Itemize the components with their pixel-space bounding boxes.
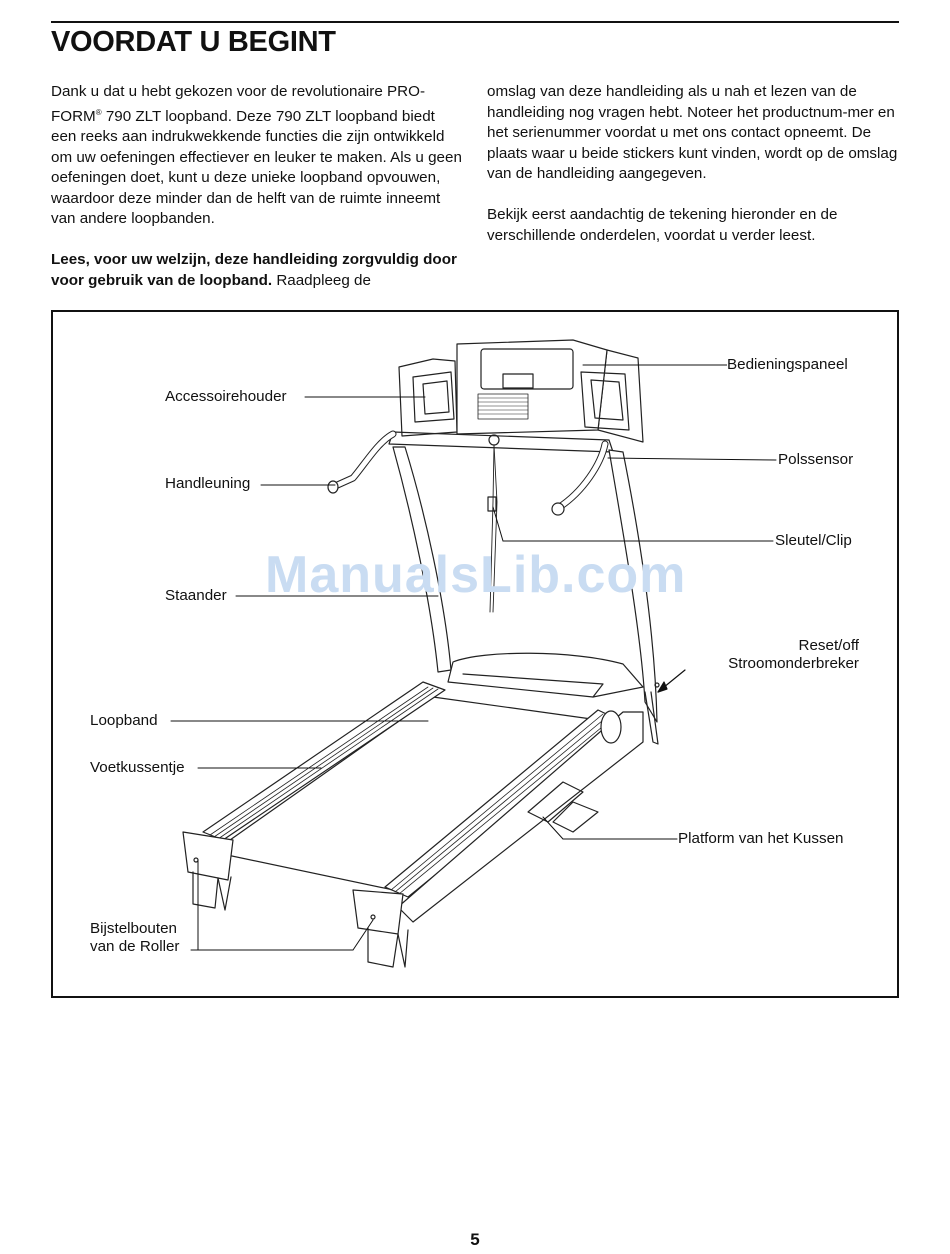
label-loopband: Loopband: [90, 712, 158, 729]
right-column: [487, 82, 902, 267]
continued-paragraph: omslag van deze handleiding als u nah et lezen van de handleiding nog vragen hebt. Noteer het productnum-mer en het serienummer voordat u met ons contact opneemt. De plaats waar u beide stickers kunt vinden, wordt op de omslag van de handleiding aangegeven.: [487, 83, 898, 182]
label-handleuning: Handleuning: [165, 475, 251, 492]
end-cap-right: [353, 890, 403, 934]
label-bedieningspaneel: Bedieningspaneel: [727, 356, 848, 373]
label-sleutel-clip: Sleutel/Clip: [775, 532, 852, 549]
label-platform: Platform van het Kussen: [678, 830, 844, 847]
safety-clip: [488, 497, 496, 511]
label-staander: Staander: [165, 587, 227, 604]
label-bijstelbouten: Bijstelbouten van de Roller: [90, 920, 180, 955]
watermark: ManualsLib.com: [265, 546, 687, 604]
page-number: 5: [470, 1230, 480, 1249]
top-rule: [51, 21, 899, 23]
treadmill-figure: [51, 310, 899, 998]
drawing-note-paragraph: Bekijk eerst aandachtig de tekening hieronder en de verschillende onderdelen, voordat u verder leest.: [487, 206, 838, 244]
end-cap-left: [183, 832, 233, 880]
warning-paragraph: Lees, voor uw welzijn, deze handleiding zorgvuldig door voor gebruik van de loopband. Raadpleeg de: [51, 251, 457, 289]
page-title: VOORDAT U BEGINT: [51, 26, 336, 58]
label-polssensor: Polssensor: [778, 451, 854, 468]
label-reset-off: Reset/off Stroomonderbreker: [728, 637, 859, 672]
intro-paragraph: Dank u dat u hebt gekozen voor de revolutionaire PRO-FORM® 790 ZLT loopband. Deze 790 ZLT loopband biedt een reeks aan indrukwekkende functies die zijn ontwikkeld om uw oefeningen effectiever en leuker te maken. Als u geen oefeningen doet, kunt u deze unieke loopband opvouwen, waardoor deze minder dan de helft van de ruimte inneemt van andere loopbanden.: [51, 83, 462, 228]
label-voetkussentje: Voetkussentje: [90, 759, 185, 776]
registered-mark: ®: [95, 107, 102, 117]
leader-polssensor: [608, 458, 776, 460]
warning-bold: Lees, voor uw welzijn, deze handleiding zorgvuldig door voor gebruik van de loopband.: [51, 251, 457, 289]
handrail-right: [558, 444, 605, 508]
left-column: [51, 82, 463, 312]
key-slot: [489, 435, 499, 445]
label-accessoirehouder: Accessoirehouder: [165, 388, 287, 405]
